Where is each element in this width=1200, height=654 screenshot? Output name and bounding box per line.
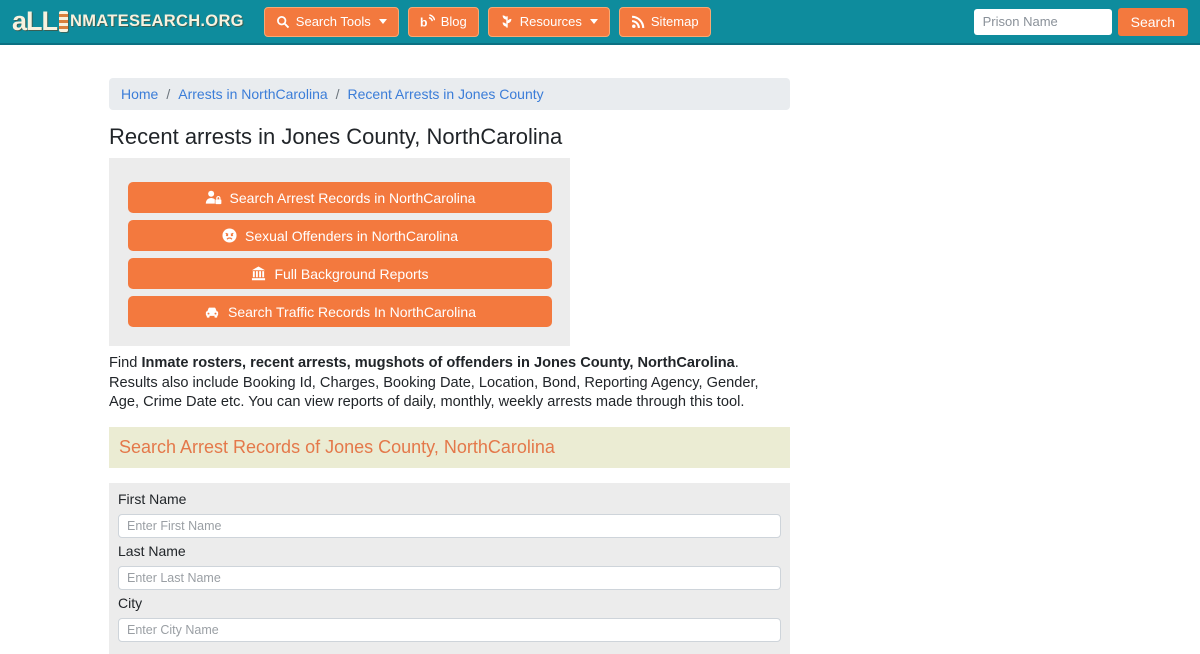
first-name-input[interactable]: [118, 514, 781, 538]
nav-item-label: Blog: [440, 14, 467, 29]
first-name-group: [118, 491, 781, 538]
blog-icon: [420, 14, 435, 29]
action-label: Search Traffic Records In NorthCarolina: [228, 303, 476, 320]
resources-icon: [500, 14, 514, 29]
nav-blog-button[interactable]: [408, 7, 479, 37]
landmark-icon: [251, 266, 266, 281]
city-label: City: [118, 594, 143, 611]
nav-search-tools-button[interactable]: [264, 7, 399, 37]
intro-rest-text: . Results also include Booking Id, Charges, Booking Date, Location, Bond, Reporting Agency, Gender, Age, Crime Date etc. You can view reports of daily, monthly, weekly arrests made through this tool.: [109, 355, 759, 410]
prison-name-input[interactable]: [974, 9, 1112, 35]
breadcrumb-link-county-arrests[interactable]: Recent Arrests in Jones County: [347, 86, 544, 102]
breadcrumb-link-state-arrests[interactable]: Arrests in NorthCarolina: [178, 86, 328, 102]
user-lock-icon: [205, 190, 222, 205]
logo-text-left: aLL: [12, 6, 58, 36]
sitemap-rss-icon: [631, 15, 645, 29]
action-label: Full Background Reports: [274, 265, 429, 282]
sexual-offenders-button[interactable]: [128, 220, 552, 251]
page-title: Recent arrests in Jones County, NorthCarolina: [109, 124, 563, 149]
breadcrumb-separator: /: [335, 86, 340, 102]
search-arrest-records-button[interactable]: [128, 182, 552, 213]
action-label: Sexual Offenders in NorthCarolina: [245, 227, 458, 244]
chevron-down-icon: [590, 19, 598, 24]
arrest-records-search-form: [109, 483, 790, 654]
intro-bold-text: Inmate rosters, recent arrests, mugshots of offenders in Jones County, NorthCarolina: [141, 355, 735, 371]
intro-prefix: Find: [109, 355, 142, 371]
main-navigation: [264, 7, 720, 37]
intro-paragraph: [109, 354, 790, 413]
breadcrumb-separator: /: [166, 86, 171, 102]
search-section-heading: Search Arrest Records of Jones County, NorthCarolina: [109, 427, 790, 468]
nav-item-label: Resources: [519, 14, 582, 29]
full-background-reports-button[interactable]: [128, 258, 552, 289]
city-group: [118, 595, 781, 642]
nav-resources-button[interactable]: [488, 7, 610, 37]
navbar-search-button[interactable]: Search: [1118, 8, 1188, 36]
car-icon: [204, 305, 220, 319]
last-name-input[interactable]: [118, 566, 781, 590]
search-traffic-records-button[interactable]: [128, 296, 552, 327]
nav-sitemap-button[interactable]: [619, 7, 711, 37]
first-name-label: First Name: [118, 490, 187, 507]
navbar-search-area: [974, 8, 1188, 36]
site-logo[interactable]: [12, 8, 244, 35]
quick-actions-panel: [109, 158, 570, 346]
angry-face-icon: [222, 228, 237, 243]
top-navbar: [0, 0, 1200, 45]
nav-item-label: Search Tools: [295, 14, 371, 29]
last-name-label: Last Name: [118, 542, 186, 559]
last-name-group: [118, 543, 781, 590]
chevron-down-icon: [379, 19, 387, 24]
breadcrumb-link-home[interactable]: Home: [121, 86, 159, 102]
search-icon: [276, 15, 290, 29]
city-input[interactable]: [118, 618, 781, 642]
main-content: [109, 78, 790, 654]
nav-item-label: Sitemap: [650, 14, 699, 29]
logo-text-right: NMATESEARCH.ORG: [70, 12, 244, 30]
action-label: Search Arrest Records in NorthCarolina: [229, 189, 476, 206]
svg-text:b: b: [419, 15, 428, 29]
breadcrumb: [109, 78, 790, 110]
prisoner-stripes-icon: [59, 11, 68, 32]
